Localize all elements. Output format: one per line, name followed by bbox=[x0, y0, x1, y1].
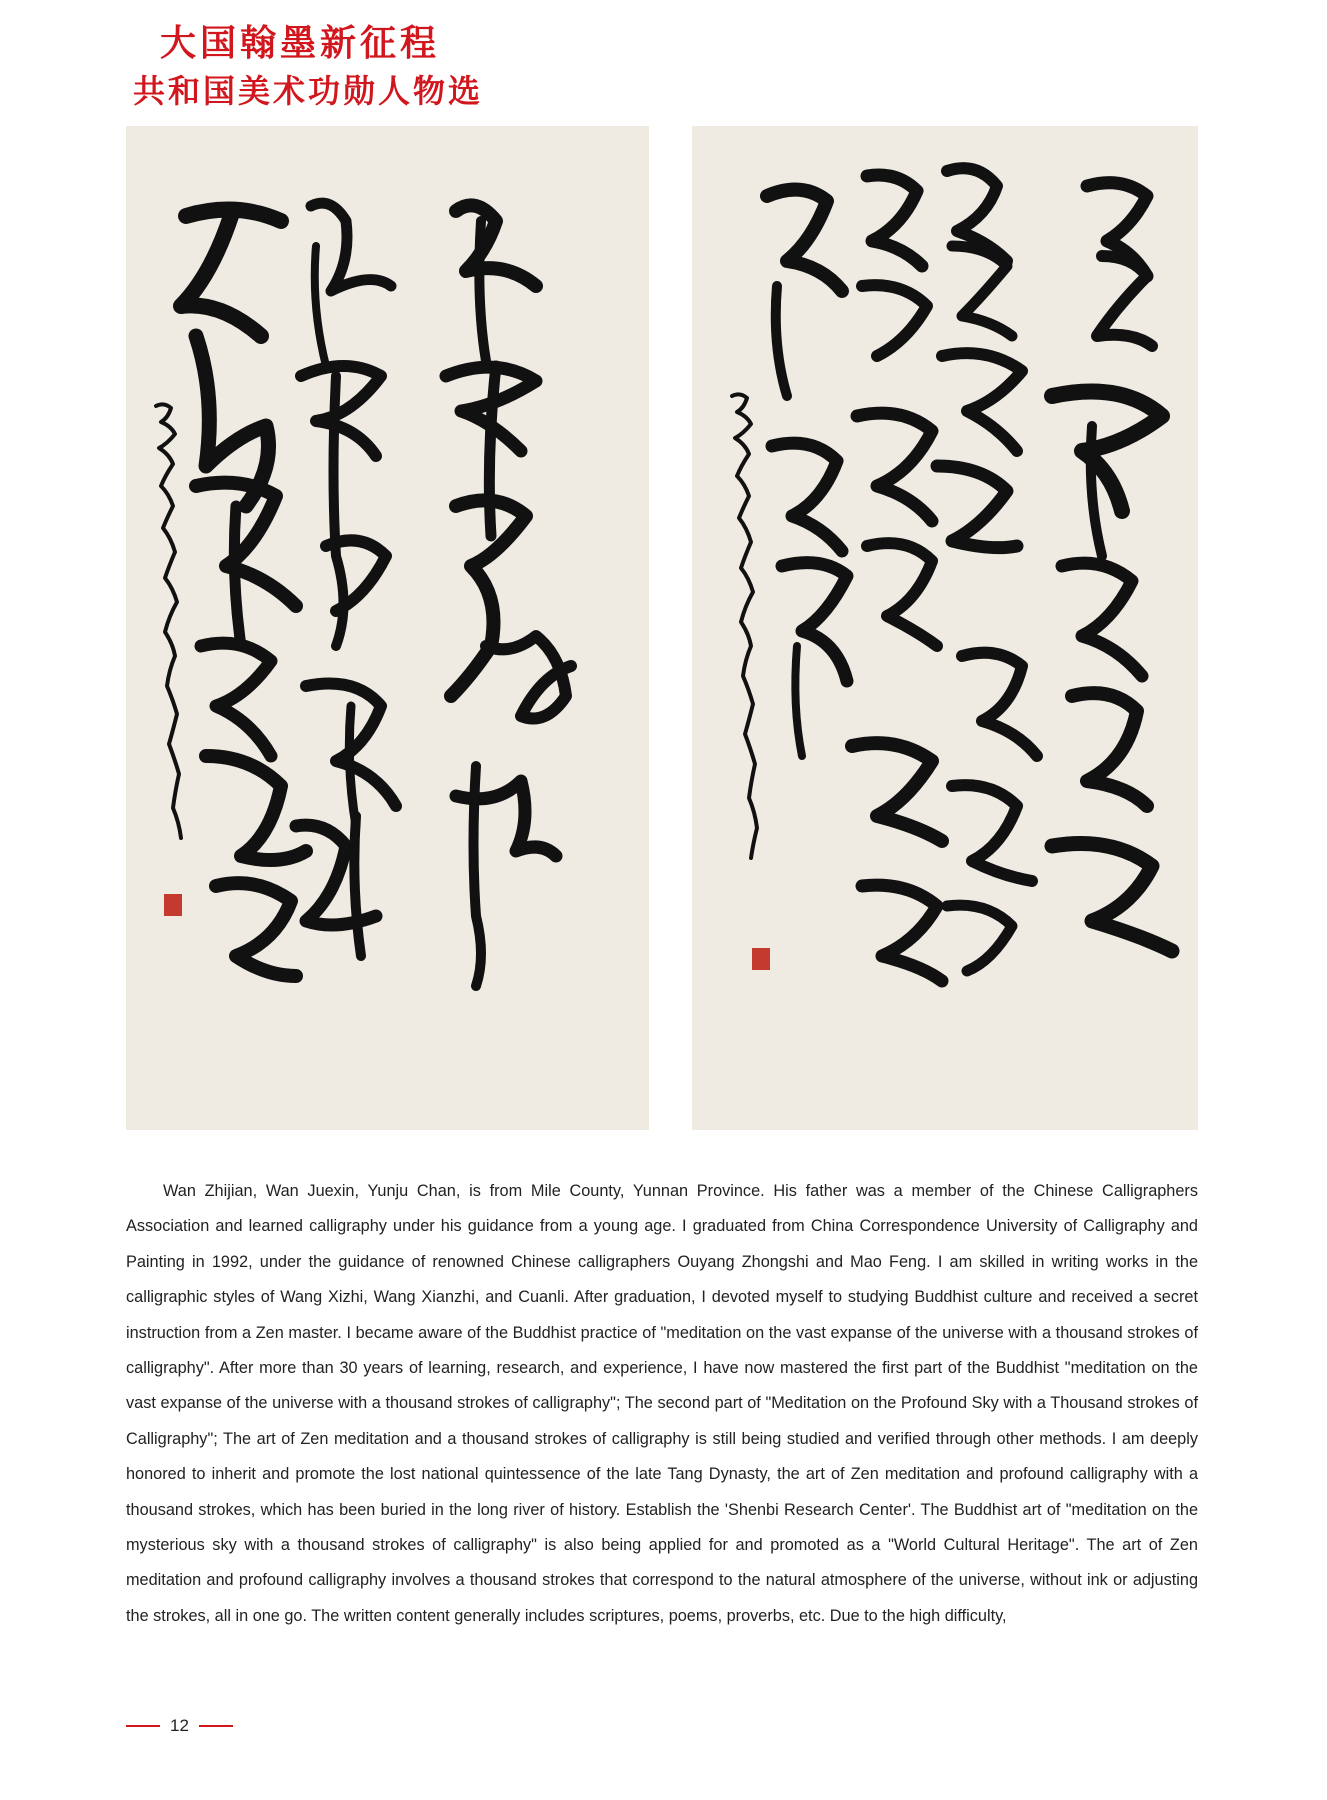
footer-rule-left bbox=[126, 1725, 160, 1727]
calligraphy-scroll-right bbox=[692, 126, 1198, 1130]
page-subtitle: 共和国美术功勋人物选 bbox=[133, 72, 484, 110]
page-footer bbox=[126, 1716, 233, 1736]
calligraphy-scroll-left bbox=[126, 126, 649, 1130]
biography-paragraph: Wan Zhijian, Wan Juexin, Yunju Chan, is from Mile County, Yunnan Province. His father was a member of the Chinese Calligraphers Association and learned calligraphy under his guidance from a young age. I graduated from China Correspondence University of Calligraphy and Painting in 1992, under the guidance of renowned Chinese calligraphers Ouyang Zhongshi and Mao Feng. I am skilled in writing works in the calligraphic styles of Wang Xizhi, Wang Xianzhi, and Cuanli. After graduation, I devoted myself to studying Buddhist culture and received a secret instruction from a Zen master. I became aware of the Buddhist practice of "meditation on the vast expanse of the universe with a thousand strokes of calligraphy". After more than 30 years of learning, research, and experience, I have now mastered the first part of the Buddhist "meditation on the vast expanse of the universe with a thousand strokes of calligraphy"; The second part of "Meditation on the Profound Sky with a Thousand strokes of Calligraphy"; The art of Zen meditation and a thousand strokes of calligraphy is still being studied and verified through other methods. I am deeply honored to inherit and promote the lost national quintessence of the late Tang Dynasty, the art of Zen meditation and profound calligraphy with a thousand strokes, which has been buried in the long river of history. Establish the 'Shenbi Research Center'. The Buddhist art of "meditation on the mysterious sky with a thousand strokes of calligraphy" is also being applied for and promoted as a "World Cultural Heritage". The art of Zen meditation and profound calligraphy involves a thousand strokes that correspond to the natural atmosphere of the universe, without ink or adjusting the strokes, all in one go. The written content generally includes scriptures, poems, proverbs, etc. Due to the high difficulty, bbox=[126, 1182, 1198, 1625]
page-number: 12 bbox=[170, 1716, 189, 1735]
calligraphy-right-image bbox=[692, 126, 1198, 1130]
footer-rule-right bbox=[199, 1725, 233, 1727]
page-header bbox=[0, 0, 1327, 120]
calligraphy-left-image bbox=[126, 126, 649, 1130]
page-title: 大国翰墨新征程 bbox=[160, 23, 441, 64]
